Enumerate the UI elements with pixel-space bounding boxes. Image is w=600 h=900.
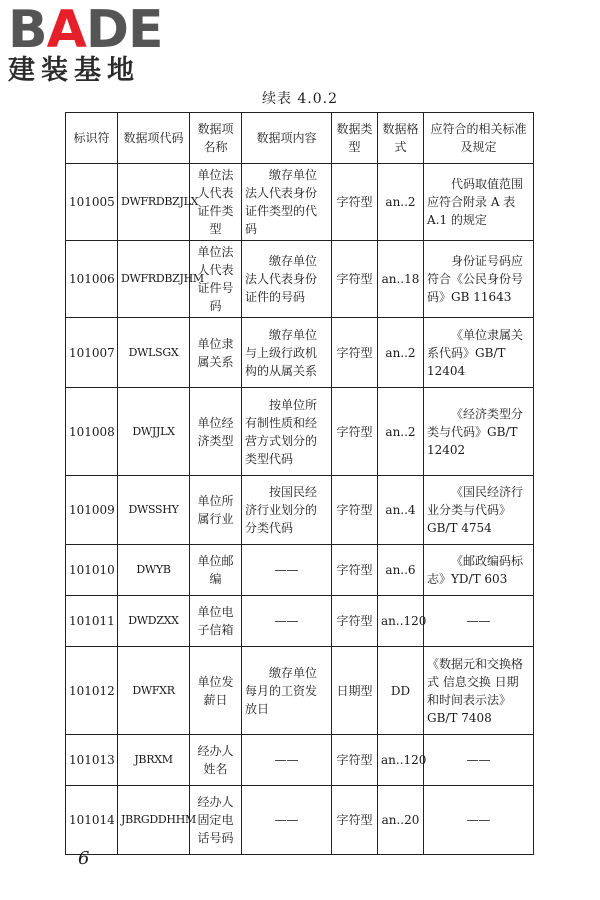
cell-content: 按国民经济行业划分的分类代码 xyxy=(242,476,332,545)
site-logo xyxy=(8,2,163,86)
cell-content: 缴存单位法人代表身份证件的号码 xyxy=(242,241,332,318)
cell-name: 单位隶属关系 xyxy=(190,318,242,388)
cell-id: 101011 xyxy=(66,596,118,647)
cell-name: 单位邮编 xyxy=(190,545,242,596)
logo-wordmark: BADE xyxy=(8,0,163,60)
cell-content: 缴存单位法人代表身份证件类型的代码 xyxy=(242,164,332,241)
cell-code: DWFXR xyxy=(118,647,190,735)
table-row xyxy=(66,596,534,647)
page-number: 6 xyxy=(78,848,90,869)
cell-code: DWYB xyxy=(118,545,190,596)
cell-standard: 《国民经济行业分类与代码》GB/T 4754 xyxy=(424,476,534,545)
cell-format: DD xyxy=(378,647,424,735)
cell-standard: 《数据元和交换格式 信息交换 日期和时间表示法》GB/T 7408 xyxy=(424,647,534,735)
cell-code: DWSSHY xyxy=(118,476,190,545)
cell-format: an..120 xyxy=(378,735,424,786)
cell-name: 单位发薪日 xyxy=(190,647,242,735)
table-row xyxy=(66,318,534,388)
table-row xyxy=(66,786,534,855)
cell-format: an..20 xyxy=(378,786,424,855)
cell-standard: 《经济类型分类与代码》GB/T 12402 xyxy=(424,388,534,476)
table-row xyxy=(66,647,534,735)
cell-standard: 《单位隶属关系代码》GB/T 12404 xyxy=(424,318,534,388)
cell-id: 101010 xyxy=(66,545,118,596)
cell-content: —— xyxy=(242,735,332,786)
cell-code: DWFRDBZJHM xyxy=(118,241,190,318)
cell-content: 缴存单位每月的工资发放日 xyxy=(242,647,332,735)
cell-content: 按单位所有制性质和经营方式划分的类型代码 xyxy=(242,388,332,476)
cell-format: an..6 xyxy=(378,545,424,596)
cell-id: 101005 xyxy=(66,164,118,241)
cell-id: 101009 xyxy=(66,476,118,545)
cell-code: JBRGDDHHM xyxy=(118,786,190,855)
cell-type: 字符型 xyxy=(332,786,378,855)
cell-standard: —— xyxy=(424,596,534,647)
cell-name: 单位所属行业 xyxy=(190,476,242,545)
cell-name: 经办人姓名 xyxy=(190,735,242,786)
header-id: 标识符 xyxy=(66,113,118,164)
table-row xyxy=(66,545,534,596)
cell-standard: —— xyxy=(424,786,534,855)
cell-type: 字符型 xyxy=(332,164,378,241)
logo-subtitle: 建装基地 xyxy=(8,55,140,86)
cell-format: an..18 xyxy=(378,241,424,318)
header-row xyxy=(66,113,534,164)
header-content: 数据项内容 xyxy=(242,113,332,164)
table-row xyxy=(66,241,534,318)
cell-code: DWLSGX xyxy=(118,318,190,388)
cell-type: 字符型 xyxy=(332,241,378,318)
table-row xyxy=(66,476,534,545)
cell-type: 字符型 xyxy=(332,388,378,476)
cell-format: an..2 xyxy=(378,388,424,476)
header-standard: 应符合的相关标准及规定 xyxy=(424,113,534,164)
cell-type: 日期型 xyxy=(332,647,378,735)
table-caption: 续表 4.0.2 xyxy=(261,91,339,107)
cell-code: DWJJLX xyxy=(118,388,190,476)
cell-name: 单位法人代表证件号码 xyxy=(190,241,242,318)
cell-name: 单位经济类型 xyxy=(190,388,242,476)
header-type: 数据类型 xyxy=(332,113,378,164)
table-row xyxy=(66,735,534,786)
cell-name: 单位法人代表证件类型 xyxy=(190,164,242,241)
cell-code: JBRXM xyxy=(118,735,190,786)
cell-name: 经办人固定电话号码 xyxy=(190,786,242,855)
cell-content: —— xyxy=(242,786,332,855)
cell-content: —— xyxy=(242,596,332,647)
cell-standard: —— xyxy=(424,735,534,786)
table-row xyxy=(66,164,534,241)
cell-id: 101007 xyxy=(66,318,118,388)
cell-format: an..2 xyxy=(378,318,424,388)
cell-type: 字符型 xyxy=(332,318,378,388)
data-table xyxy=(65,112,534,855)
cell-type: 字符型 xyxy=(332,596,378,647)
cell-standard: 《邮政编码标志》YD/T 603 xyxy=(424,545,534,596)
header-name: 数据项名称 xyxy=(190,113,242,164)
cell-format: an..2 xyxy=(378,164,424,241)
cell-id: 101012 xyxy=(66,647,118,735)
cell-type: 字符型 xyxy=(332,735,378,786)
header-format: 数据格式 xyxy=(378,113,424,164)
cell-content: 缴存单位与上级行政机构的从属关系 xyxy=(242,318,332,388)
cell-id: 101014 xyxy=(66,786,118,855)
cell-standard: 代码取值范围应符合附录 A 表 A.1 的规定 xyxy=(424,164,534,241)
cell-code: DWFRDBZJLX xyxy=(118,164,190,241)
cell-standard: 身份证号码应符合《公民身份号码》GB 11643 xyxy=(424,241,534,318)
cell-content: —— xyxy=(242,545,332,596)
cell-id: 101013 xyxy=(66,735,118,786)
cell-type: 字符型 xyxy=(332,545,378,596)
cell-type: 字符型 xyxy=(332,476,378,545)
cell-name: 单位电子信箱 xyxy=(190,596,242,647)
header-code: 数据项代码 xyxy=(118,113,190,164)
cell-id: 101006 xyxy=(66,241,118,318)
table-row xyxy=(66,388,534,476)
cell-code: DWDZXX xyxy=(118,596,190,647)
cell-format: an..4 xyxy=(378,476,424,545)
cell-format: an..120 xyxy=(378,596,424,647)
cell-id: 101008 xyxy=(66,388,118,476)
